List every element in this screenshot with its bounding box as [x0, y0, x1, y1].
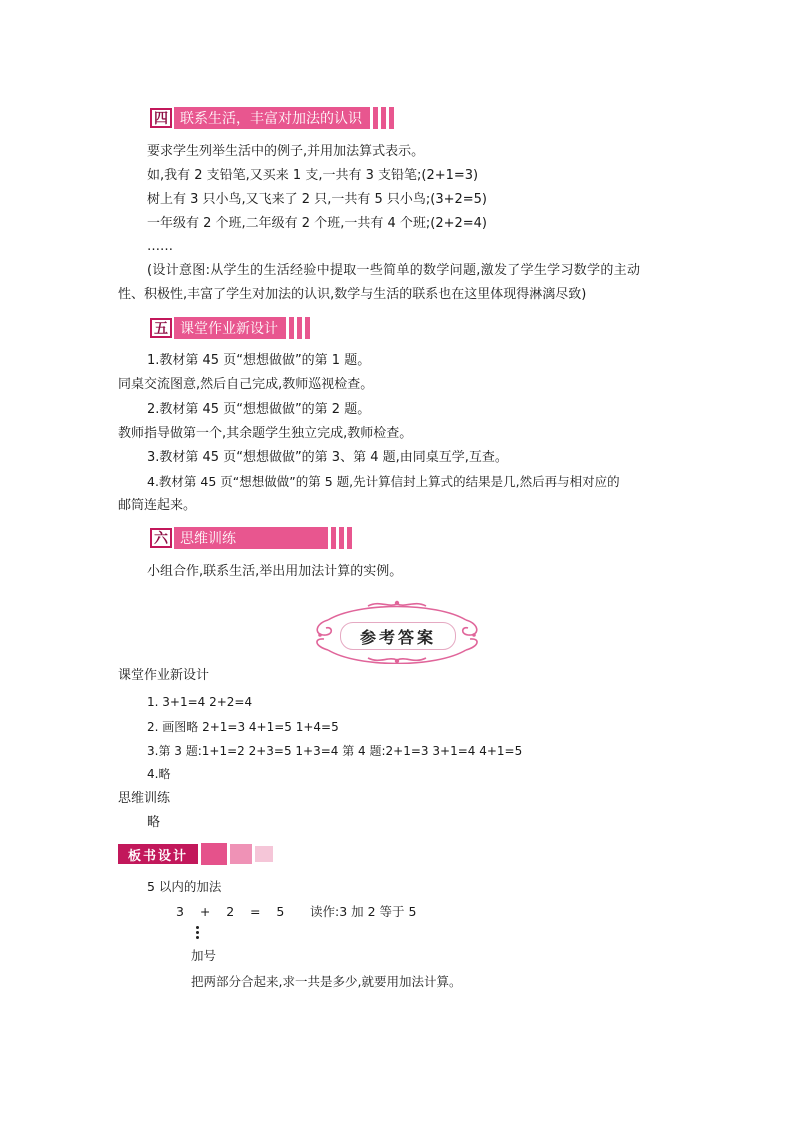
paragraph: 4.教材第 45 页“想想做做”的第 5 题,先计算信封上算式的结果是几,然后再与相对应的 — [147, 474, 620, 489]
decor-stripe — [347, 527, 352, 549]
paragraph: 3.教材第 45 页“想想做做”的第 3、第 4 题,由同桌互学,互查。 — [147, 450, 508, 465]
decor-stripe — [331, 527, 336, 549]
board-design-title: 板书设计 — [118, 844, 198, 864]
board-heading: 5 以内的加法 — [147, 879, 222, 894]
answer-line: 2. 画图略 2+1=3 4+1=5 1+4=5 — [147, 720, 339, 734]
paragraph: 1.教材第 45 页“想想做做”的第 1 题。 — [147, 353, 371, 368]
board-equation: 3 + 2 = 5 — [176, 904, 285, 919]
decor-stripe — [289, 317, 294, 339]
answer-key-banner — [308, 598, 486, 664]
answer-line: 4.略 — [147, 767, 171, 781]
paragraph: 一年级有 2 个班,二年级有 2 个班,一共有 4 个班;(2+2=4) — [147, 216, 487, 231]
paragraph: 邮筒连起来。 — [118, 498, 197, 513]
decor-stripe — [381, 107, 386, 129]
section-title: 联系生活，丰富对加法的认识 — [174, 107, 370, 129]
decor-stripe — [373, 107, 378, 129]
section-number: 五 — [150, 318, 172, 338]
paragraph: 教师指导做第一个,其余题学生独立完成,教师检查。 — [118, 426, 413, 441]
design-intent: (设计意图:从学生的生活经验中提取一些简单的数学问题,激发了学生学习数学的主动 — [147, 263, 641, 278]
section-number: 六 — [150, 528, 172, 548]
answer-line: 3.第 3 题:1+1=2 2+3=5 1+3=4 第 4 题:2+1=3 3+1=4 4+1=5 — [147, 744, 523, 758]
pointer-dots-icon — [196, 926, 200, 940]
paragraph: 树上有 3 只小鸟,又飞来了 2 只,一共有 5 只小鸟;(3+2=5) — [147, 192, 487, 207]
decor-square — [230, 844, 252, 864]
answer-line: 1. 3+1=4 2+2=4 — [147, 695, 253, 709]
paragraph: 同桌交流图意,然后自己完成,教师巡视检查。 — [118, 377, 374, 392]
plus-sign-label: 加号 — [191, 948, 217, 963]
board-summary: 把两部分合起来,求一共是多少,就要用加法计算。 — [191, 974, 462, 989]
decor-stripe — [339, 527, 344, 549]
section-header-4 — [150, 107, 394, 129]
answer-key-title: 参考答案 — [340, 622, 456, 650]
decor-stripe — [297, 317, 302, 339]
design-intent-cont: 性、积极性,丰富了学生对加法的认识,数学与生活的联系也在这里体现得淋漓尽致) — [118, 287, 587, 302]
paragraph: 要求学生列举生活中的例子,并用加法算式表示。 — [147, 144, 425, 159]
section-title: 课堂作业新设计 — [174, 317, 286, 339]
paragraph: 2.教材第 45 页“想想做做”的第 2 题。 — [147, 402, 371, 417]
decor-stripe — [389, 107, 394, 129]
paragraph: 小组合作,联系生活,举出用加法计算的实例。 — [147, 564, 403, 579]
answer-heading: 课堂作业新设计 — [118, 668, 210, 683]
section-header-5 — [150, 317, 310, 339]
board-design-header — [118, 843, 273, 865]
section-number: 四 — [150, 108, 172, 128]
section-title: 思维训练 — [174, 527, 328, 549]
decor-square — [255, 846, 273, 862]
ellipsis: …… — [147, 239, 173, 254]
paragraph: 如,我有 2 支铅笔,又买来 1 支,一共有 3 支铅笔;(2+1=3) — [147, 168, 479, 183]
answer-line: 略 — [147, 815, 161, 830]
section-header-6 — [150, 527, 352, 549]
answer-heading: 思维训练 — [118, 791, 171, 806]
decor-square — [201, 843, 227, 865]
decor-stripe — [305, 317, 310, 339]
board-reading: 读作:3 加 2 等于 5 — [310, 904, 417, 919]
